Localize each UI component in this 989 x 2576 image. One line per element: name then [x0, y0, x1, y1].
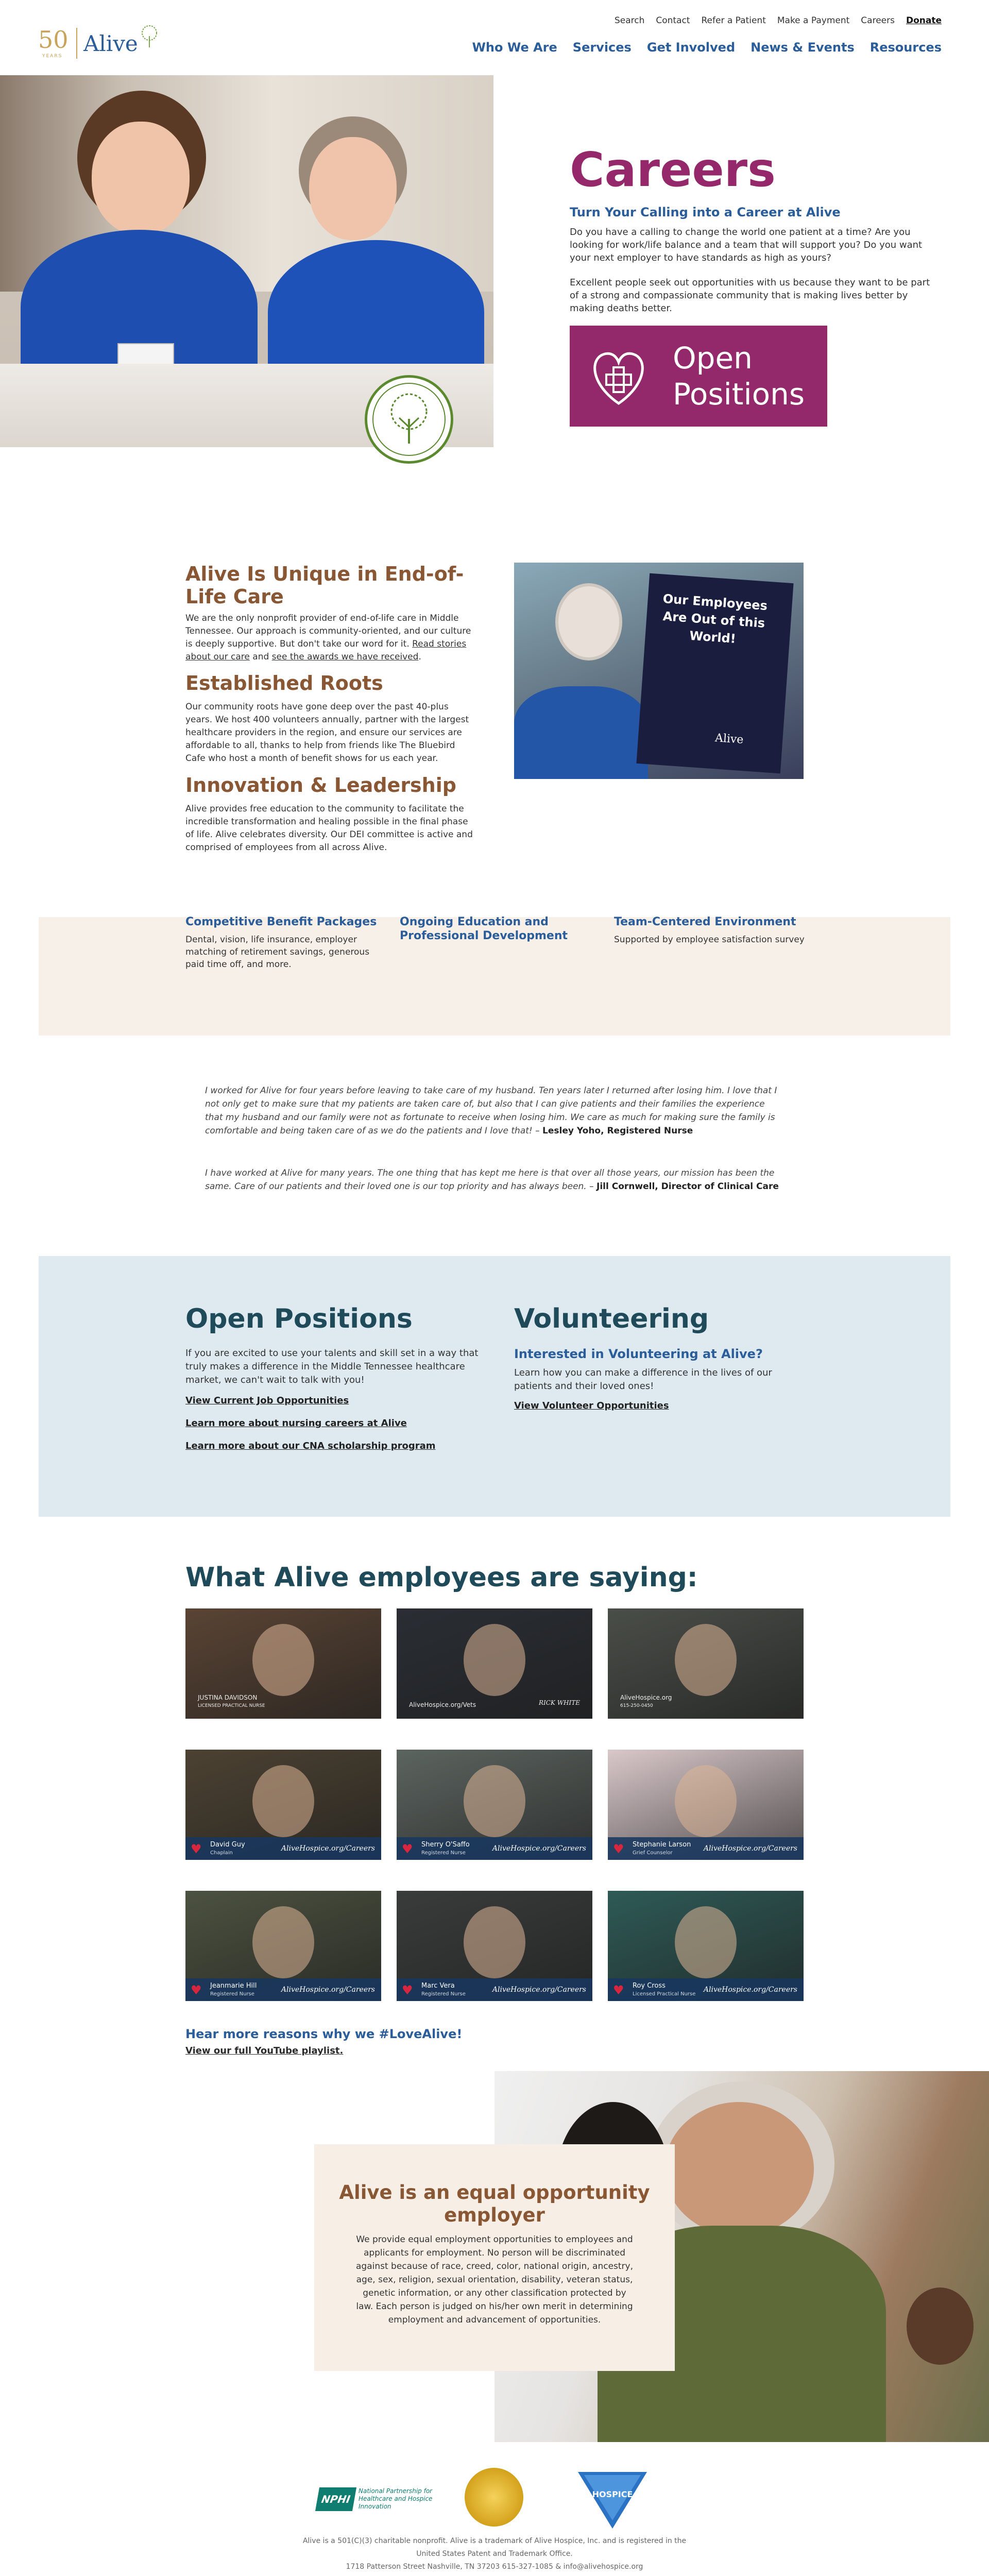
eeo-text: We provide equal employment opportunities to employees and applicants for employment. No person will be discriminated against because of race, creed, color, national origin, ancestry, age, sex, religion, sexual orientation, disability, veteran status, genetic information, or any other classification protected by law. Each person is judged on his/her own merit in determining employment and advancement of opportunities.	[356, 2234, 633, 2325]
hero-person-right-face	[309, 137, 397, 240]
benefit-text-packages: Dental, vision, life insurance, employer matching of retirement savings, generous paid time off, and more.	[185, 935, 370, 970]
open-positions-line2: Positions	[673, 377, 805, 412]
heart-icon: ♥	[613, 1842, 624, 1856]
heart-icon: ♥	[402, 1983, 413, 1997]
video-speaker-name: Marc Vera	[421, 1981, 455, 1990]
video-speaker-info	[633, 1982, 695, 1998]
roots-heading: Established Roots	[185, 672, 383, 694]
benefit-text-team: Supported by employee satisfaction survey	[614, 935, 805, 945]
utility-contact-link[interactable]: Contact	[656, 15, 690, 26]
video-overlay-right: RICK WHITE	[538, 1699, 580, 1706]
unique-text-end: .	[418, 652, 421, 662]
video-thumbnail[interactable]	[185, 1750, 381, 1860]
page-title: Careers	[570, 142, 776, 197]
video-speaker	[464, 1906, 525, 1978]
video-speaker	[252, 1624, 314, 1696]
volunteer-opportunities-link[interactable]: View Volunteer Opportunities	[514, 1400, 669, 1411]
testimonial-author: Jill Cornwell, Director of Clinical Care	[596, 1181, 779, 1192]
video-overlay-title: JUSTINA DAVIDSON	[198, 1694, 258, 1701]
video-speaker-role: Registered Nurse	[421, 1991, 466, 1997]
video-thumbnail[interactable]	[397, 1891, 592, 2001]
logo-years-label: YEARS	[42, 54, 63, 59]
video-caption-bar	[185, 1978, 381, 2001]
gold-seal-badge	[465, 2468, 523, 2527]
video-speaker-info	[421, 1982, 466, 1998]
video-overlay-text	[198, 1694, 265, 1708]
video-speaker-info	[633, 1841, 691, 1857]
hero-subtitle: Turn Your Calling into a Career at Alive	[570, 205, 841, 219]
innovation-heading: Innovation & Leadership	[185, 774, 456, 796]
video-speaker	[464, 1624, 525, 1696]
nphi-logo[interactable]	[317, 2482, 435, 2514]
video-caption-bar	[608, 1837, 804, 1860]
video-speaker-name: Jeanmarie Hill	[210, 1981, 257, 1990]
heart-icon: ♥	[191, 1983, 202, 1997]
video-speaker-name: Sherry O'Saffo	[421, 1840, 470, 1849]
video-caption-bar	[397, 1978, 592, 2001]
youtube-playlist-link[interactable]: View our full YouTube playlist.	[185, 2045, 344, 2056]
utility-search-link[interactable]: Search	[614, 15, 645, 26]
video-thumbnail[interactable]	[185, 1608, 381, 1719]
utility-careers-link[interactable]: Careers	[861, 15, 895, 26]
utility-payment-link[interactable]: Make a Payment	[777, 15, 850, 26]
video-overlay-title: AliveHospice.org	[620, 1694, 672, 1701]
utility-refer-link[interactable]: Refer a Patient	[701, 15, 766, 26]
video-overlay-text	[620, 1694, 672, 1708]
cna-scholarship-link[interactable]: Learn more about our CNA scholarship program	[185, 1440, 436, 1451]
unique-text	[185, 612, 476, 664]
eeo-photo-background-person	[907, 2287, 974, 2365]
testimonial-author: Lesley Yoho, Registered Nurse	[542, 1126, 693, 1136]
innovation-text: Alive provides free education to the community to facilitate the incredible transformation and healing possible in the final phase of life. Alive celebrates diversity. Our DEI committee is active and comprised of employees from all across Alive.	[185, 804, 473, 853]
video-speaker-info	[210, 1982, 257, 1998]
hero-person-left-face	[92, 122, 190, 235]
video-thumbnail[interactable]	[397, 1750, 592, 1860]
open-positions-line1: Open	[673, 341, 753, 376]
nav-who-we-are[interactable]: Who We Are	[472, 40, 557, 55]
volunteering-subtitle: Interested in Volunteering at Alive?	[514, 1347, 763, 1361]
testimonial-text: I have worked at Alive for many years. The one thing that has kept me here is that over all those years, our mission has been the same. Care of our patients and their loved one is our top priority and has always been. –	[205, 1168, 775, 1192]
benefit-title-team: Team-Centered Environment	[614, 916, 796, 928]
video-speaker	[252, 1765, 314, 1837]
benefit-title-packages: Competitive Benefit Packages	[185, 916, 377, 928]
video-site-url: AliveHospice.org/Careers	[281, 1986, 375, 1994]
employee-photo-scrubs	[514, 686, 648, 779]
unique-text-and: and	[249, 652, 272, 662]
awards-link[interactable]: see the awards we have received	[271, 652, 419, 662]
video-speaker-info	[421, 1841, 470, 1857]
video-speaker-name: Roy Cross	[633, 1981, 666, 1990]
video-speaker-info	[210, 1841, 245, 1857]
video-site-url: AliveHospice.org/Careers	[492, 1986, 586, 1994]
logo-50-mark: 50	[38, 26, 69, 54]
employee-photo-helmet	[555, 583, 622, 660]
nphi-mark: NPHI	[315, 2487, 356, 2511]
hero-intro-text: Do you have a calling to change the world one patient at a time? Are you looking for work/life balance and a team that will support you? Do you want your next employer to have standards as high as yours?	[570, 227, 923, 263]
eeo-heading: Alive is an equal opportunity employer	[339, 2181, 650, 2226]
employee-photo-logo: Alive	[714, 732, 744, 747]
footer-address: 1718 Patterson Street Nashville, TN 37203 615-327-1085 & info@alivehospice.org	[346, 2563, 643, 2571]
open-positions-label	[673, 340, 805, 412]
video-thumbnail[interactable]	[185, 1891, 381, 2001]
read-stories-link[interactable]: Read stories about our care	[185, 639, 467, 662]
unique-heading: Alive Is Unique in End-of-Life Care	[185, 563, 464, 608]
testimonial-text: I worked for Alive for four years before leaving to take care of my husband. Ten years later I returned after losing him. I love that I not only get to make sure that my patients are taken care of, but also that I can give patients and their families the experience that my husband and our family were not as fortunate to receive when losing him. We care as much for making sure the family is comfortable and being taken care of as we do the patients and I love that! –	[205, 1086, 777, 1136]
testimonial-quote	[205, 1084, 782, 1138]
footer-legal-line1: Alive is a 501(C)(3) charitable nonprofit. Alive is a trademark of Alive Hospice, Inc. and is registered in the	[302, 2537, 687, 2545]
view-jobs-link[interactable]: View Current Job Opportunities	[185, 1395, 349, 1406]
hospice-award-badge	[574, 2469, 651, 2531]
video-speaker	[675, 1765, 737, 1837]
eeo-photo-man-face	[664, 2102, 814, 2236]
positions-text: If you are excited to use your talents and skill set in a way that truly makes a difference in the Middle Tennessee healthcare market, we can't wait to talk with you!	[185, 1348, 479, 1385]
heart-icon: ♥	[191, 1842, 202, 1856]
video-speaker-role: Chaplain	[210, 1850, 233, 1856]
volunteering-heading: Volunteering	[514, 1303, 709, 1334]
positions-heading: Open Positions	[185, 1303, 413, 1334]
nav-get-involved[interactable]: Get Involved	[646, 40, 736, 55]
video-caption-bar	[608, 1978, 804, 2001]
employee-photo-sign: Our Employees Are Out of this World!	[662, 591, 768, 647]
video-thumbnail[interactable]	[608, 1891, 804, 2001]
volunteering-text: Learn how you can make a difference in the lives of our patients and their loved ones!	[514, 1367, 772, 1392]
footer-links[interactable]	[0, 2573, 989, 2576]
video-speaker-name: David Guy	[210, 1840, 245, 1849]
video-overlay-text	[409, 1701, 476, 1708]
videos-heading: What Alive employees are saying:	[185, 1562, 698, 1593]
video-speaker	[675, 1906, 737, 1978]
video-speaker-role: Grief Counselor	[633, 1850, 673, 1856]
testimonial-quote	[205, 1166, 782, 1193]
site-logo[interactable]	[38, 25, 157, 66]
employee-photo	[514, 563, 804, 779]
hero-tree-seal	[365, 375, 453, 464]
nav-services[interactable]: Services	[572, 40, 632, 55]
heart-icon: ♥	[613, 1983, 624, 1997]
video-overlay-title: AliveHospice.org/Vets	[409, 1701, 476, 1708]
logo-divider	[76, 28, 77, 59]
video-thumbnail[interactable]	[608, 1750, 804, 1860]
nav-news-events[interactable]: News & Events	[751, 40, 855, 55]
video-caption-bar	[397, 1837, 592, 1860]
open-positions-button[interactable]	[570, 326, 827, 427]
video-speaker	[252, 1906, 314, 1978]
video-speaker	[464, 1765, 525, 1837]
tree-seal-icon	[367, 378, 451, 461]
opportunities-panel	[39, 1256, 950, 1517]
video-speaker	[675, 1624, 737, 1696]
nav-resources[interactable]: Resources	[869, 40, 942, 55]
more-reasons-heading: Hear more reasons why we #LoveAlive!	[185, 2027, 463, 2041]
video-thumbnail[interactable]	[608, 1608, 804, 1719]
unique-text-intro: We are the only nonprofit provider of end-of-life care in Middle Tennessee. Our approach is community-oriented, and our culture is deeply supportive. But don't take our word for it.	[185, 613, 471, 649]
nphi-text: National Partnership for Healthcare and Hospice Innovation	[359, 2487, 433, 2510]
video-site-url: AliveHospice.org/Careers	[703, 1844, 797, 1853]
main-nav	[472, 40, 942, 55]
benefit-title-education: Ongoing Education and Professional Development	[400, 916, 568, 942]
hero-community-text: Excellent people seek out opportunities with us because they want to be part of a strong and compassionate community that is making lives better by making deaths better.	[570, 277, 930, 314]
logo-wordmark: Alive	[83, 31, 138, 56]
tree-icon	[139, 25, 160, 48]
video-site-url: AliveHospice.org/Careers	[281, 1844, 375, 1853]
video-site-url: AliveHospice.org/Careers	[492, 1844, 586, 1853]
video-caption-bar	[185, 1837, 381, 1860]
heart-icon: ♥	[402, 1842, 413, 1856]
heart-cross-icon	[585, 337, 652, 415]
video-speaker-role: Registered Nurse	[421, 1850, 466, 1856]
nursing-careers-link[interactable]: Learn more about nursing careers at Alive	[185, 1418, 407, 1429]
video-speaker-role: Licensed Practical Nurse	[633, 1991, 696, 1997]
hero-person-right-scrubs	[268, 240, 484, 384]
video-site-url: AliveHospice.org/Careers	[703, 1986, 797, 1994]
video-speaker-role: Registered Nurse	[210, 1991, 254, 1997]
roots-text: Our community roots have gone deep over the past 40-plus years. We host 400 volunteers annually, partner with the largest healthcare providers in the region, and ensure our services are affordable to all, thanks to help from friends like The Bluebird Cafe who host a month of benefit shows for us each year.	[185, 702, 469, 764]
donate-link[interactable]: Donate	[906, 15, 942, 26]
video-overlay-subtitle: 615-250-0450	[620, 1703, 653, 1708]
utility-nav	[615, 15, 942, 26]
footer-legal-line2: United States Patent and Trademark Office.	[416, 2550, 573, 2558]
video-speaker-name: Stephanie Larson	[633, 1840, 691, 1849]
video-thumbnail[interactable]	[397, 1608, 592, 1719]
video-overlay-subtitle: LICENSED PRACTICAL NURSE	[198, 1703, 265, 1708]
hospice-badge-label: HOSPICE	[592, 2489, 633, 2499]
